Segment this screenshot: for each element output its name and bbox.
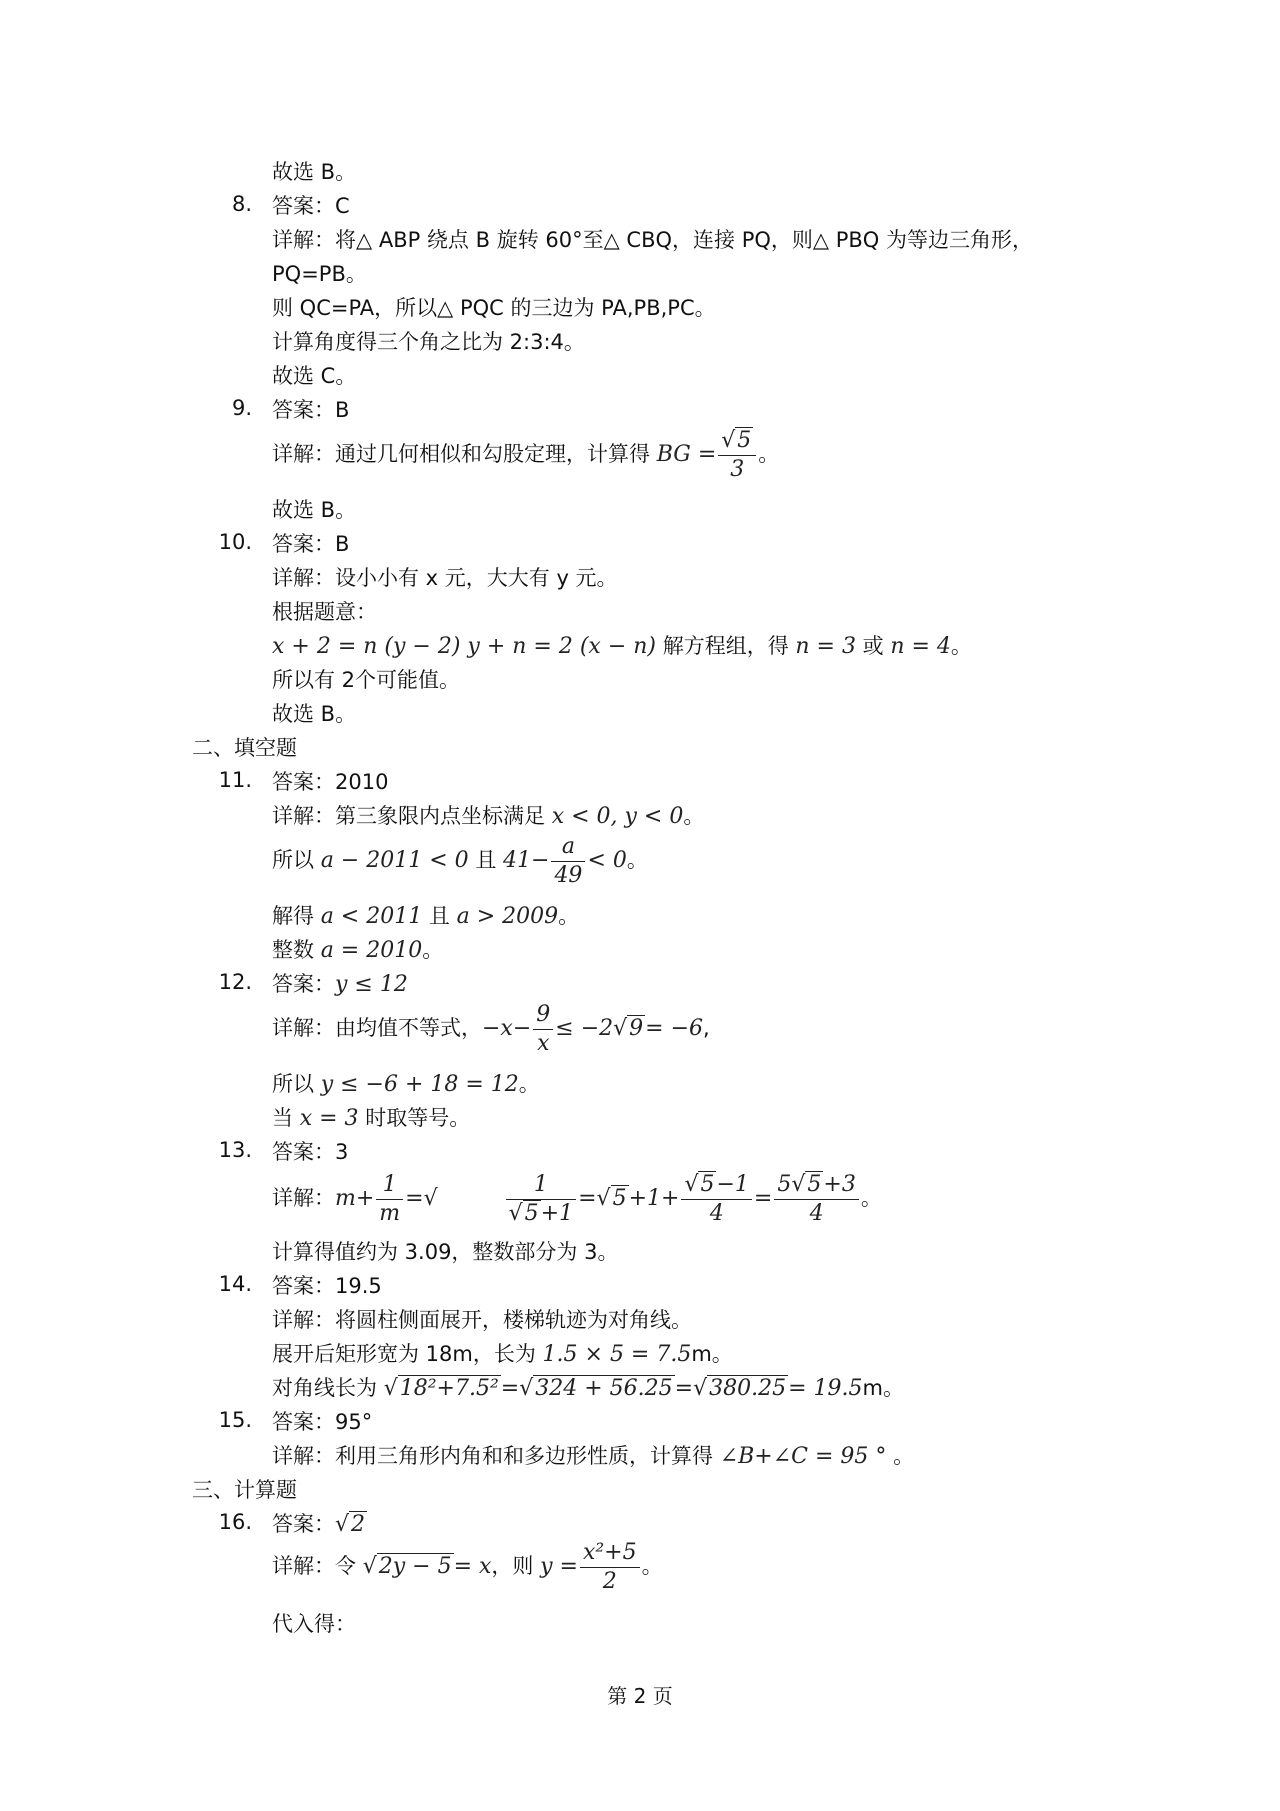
numerator: 1 bbox=[382, 1171, 397, 1197]
text-line: 根据题意： bbox=[272, 600, 377, 624]
math: a = 2010 bbox=[320, 938, 423, 963]
numerator: 1 bbox=[533, 1171, 548, 1197]
math: BG = bbox=[656, 442, 717, 467]
answer-line: 答案：19.5 bbox=[272, 1274, 382, 1298]
text-line bbox=[272, 1104, 470, 1133]
text-line: 详解：令 √2y − 5= x，则 y = $\frac{\text{x²+5}}{2}$ 。 bbox=[272, 1539, 663, 1594]
denominator: 4 bbox=[774, 1199, 858, 1225]
text: 。 bbox=[422, 938, 444, 962]
math: < 0 bbox=[587, 848, 627, 873]
numerator: 5√5+3 bbox=[777, 1171, 856, 1197]
math: = −6 bbox=[645, 1016, 704, 1041]
text-line: 详解：m+ $\frac{1}{m}$ =√ $\frac{1}{√5+1}$ =√5+1+ $\frac{√5-1}{4}$ = $\frac{5√5+3}{4}$ 。 bbox=[272, 1171, 882, 1226]
text: 。 bbox=[950, 634, 972, 658]
page-number: 第 2 页 bbox=[607, 1684, 673, 1708]
answer-line: 答案：3 bbox=[272, 1140, 349, 1164]
text-line: PQ=PB。 bbox=[272, 262, 367, 286]
text-line bbox=[272, 936, 443, 965]
text: 时取等号。 bbox=[358, 1106, 471, 1130]
numerator: x²+5 bbox=[582, 1539, 637, 1565]
text-line bbox=[272, 802, 704, 831]
math: 1.5 × 5 = 7.5 bbox=[542, 1342, 692, 1367]
math: = bbox=[753, 1186, 773, 1211]
denominator: 3 bbox=[718, 455, 756, 481]
answer-line: 答案：2010 bbox=[272, 770, 389, 794]
text: 所以 bbox=[272, 848, 321, 872]
math: y ≤ −6 + 18 = 12 bbox=[320, 1072, 519, 1097]
section-heading: 二、填空题 bbox=[192, 736, 297, 760]
math: +1 bbox=[540, 1200, 574, 1226]
text: ，则 bbox=[491, 1554, 541, 1578]
text: 。 bbox=[758, 442, 780, 466]
denominator: m bbox=[376, 1199, 403, 1225]
math: a − 2011 < 0 bbox=[320, 848, 469, 873]
numerator: a bbox=[561, 833, 575, 859]
math: 5 bbox=[777, 1171, 792, 1197]
item-number: 11. bbox=[218, 768, 252, 792]
text-line: 代入得： bbox=[272, 1612, 356, 1636]
fraction bbox=[506, 1171, 576, 1226]
item-number: 14. bbox=[218, 1272, 252, 1296]
answer-line: 答案：C bbox=[272, 194, 350, 218]
text-line: 详解：由均值不等式，−x− $\frac{9}{x}$ ≤ −2√9= −6, bbox=[272, 1001, 710, 1056]
text: 。 bbox=[626, 848, 648, 872]
denominator: x bbox=[533, 1029, 553, 1055]
fraction: $\frac{√5}{3}$ bbox=[718, 430, 756, 481]
math: a > 2009 bbox=[456, 904, 559, 929]
math: = bbox=[674, 1376, 694, 1401]
fraction bbox=[551, 833, 585, 888]
math: +3 bbox=[823, 1171, 856, 1197]
radicand: 2 bbox=[351, 1512, 366, 1537]
radicand: 2y − 5 bbox=[378, 1554, 452, 1579]
fraction bbox=[376, 1171, 403, 1226]
math: ∠B+∠C = 95 ° bbox=[719, 1444, 887, 1469]
math: +1+ bbox=[628, 1186, 680, 1211]
text: m。 bbox=[862, 1376, 904, 1400]
radicand: 5 bbox=[807, 1171, 822, 1197]
radicand: 324 + 56.25 bbox=[535, 1376, 673, 1401]
text: 解得 bbox=[272, 904, 321, 928]
text: 详解： bbox=[272, 1186, 335, 1210]
radicand: 5 bbox=[700, 1171, 715, 1197]
text: 解方程组，得 bbox=[656, 634, 796, 658]
item-number: 8. bbox=[231, 192, 252, 216]
text: 整数 bbox=[272, 938, 321, 962]
radicand: 9 bbox=[629, 1016, 644, 1041]
text-line bbox=[272, 902, 579, 931]
math: y = bbox=[540, 1554, 578, 1579]
text-line: 故选 B。 bbox=[272, 702, 357, 726]
text-line bbox=[272, 834, 648, 887]
math: = 19.5 bbox=[788, 1376, 863, 1401]
denominator: 4 bbox=[681, 1199, 751, 1225]
text-line: 对角线长为 √18²+7.5²=√324 + 56.25=√380.25= 19.5m。 bbox=[272, 1376, 904, 1401]
section-heading: 三、计算题 bbox=[192, 1478, 297, 1502]
math: 41− bbox=[503, 848, 550, 873]
item-number: 12. bbox=[218, 970, 252, 994]
math: x = 3 bbox=[299, 1106, 359, 1131]
math: x + 2 = n (y − 2) y + n = 2 (x − n) bbox=[272, 634, 657, 659]
text: 或 bbox=[855, 634, 891, 658]
item-number: 10. bbox=[218, 530, 252, 554]
text-line bbox=[272, 428, 779, 481]
text: 。 bbox=[558, 904, 580, 928]
text: 且 bbox=[468, 848, 503, 872]
math: = bbox=[578, 1186, 597, 1211]
text: 对角线长为 bbox=[272, 1376, 384, 1400]
text: 。 bbox=[886, 1444, 915, 1468]
text: 答案： bbox=[272, 972, 335, 996]
text-line bbox=[272, 632, 972, 661]
text-line: 计算角度得三个角之比为 2:3:4。 bbox=[272, 330, 585, 354]
text: 详解：利用三角形内角和和多边形性质，计算得 bbox=[272, 1444, 720, 1468]
math: a < 2011 bbox=[320, 904, 423, 929]
text: 。 bbox=[641, 1554, 663, 1578]
fraction bbox=[774, 1171, 858, 1226]
text: m。 bbox=[691, 1342, 733, 1366]
answer-line bbox=[272, 970, 408, 999]
text: 详解：令 bbox=[272, 1554, 363, 1578]
math: ≤ −2 bbox=[555, 1016, 614, 1041]
text: , bbox=[703, 1016, 710, 1040]
text: 所以 bbox=[272, 1072, 321, 1096]
math: −x− bbox=[482, 1016, 532, 1041]
text-line: 故选 B。 bbox=[272, 160, 357, 184]
numerator: 9 bbox=[536, 1001, 551, 1027]
text-line: 详解：设小小有 x 元，大大有 y 元。 bbox=[272, 566, 618, 590]
text-line bbox=[272, 1070, 540, 1099]
radicand: 5 bbox=[612, 1186, 627, 1211]
text: 详解：第三象限内点坐标满足 bbox=[272, 804, 552, 828]
text-line: 故选 C。 bbox=[272, 364, 357, 388]
fraction bbox=[681, 1171, 751, 1226]
math: y ≤ 12 bbox=[335, 972, 408, 997]
text: 答案： bbox=[272, 1512, 335, 1536]
answer-line: 答案：√2 bbox=[272, 1512, 366, 1537]
radicand: 5 bbox=[524, 1200, 539, 1226]
math: = x bbox=[453, 1554, 492, 1579]
radicand: 5 bbox=[737, 427, 752, 453]
math: m+ bbox=[335, 1186, 375, 1211]
text-line: 详解：将圆柱侧面展开，楼梯轨迹为对角线。 bbox=[272, 1308, 692, 1332]
text: 展开后矩形宽为 18m，长为 bbox=[272, 1342, 543, 1366]
math: n = 4 bbox=[890, 634, 951, 659]
text: 详解：由均值不等式， bbox=[272, 1016, 482, 1040]
denominator: 2 bbox=[580, 1567, 640, 1593]
answer-line: 答案：95° bbox=[272, 1410, 373, 1434]
text-line bbox=[272, 1340, 733, 1369]
text-line bbox=[272, 1442, 914, 1471]
text-line: 计算得值约为 3.09，整数部分为 3。 bbox=[272, 1240, 619, 1264]
item-number: 13. bbox=[218, 1138, 252, 1162]
item-number: 15. bbox=[218, 1408, 252, 1432]
answer-line: 答案：B bbox=[272, 532, 350, 556]
text: 且 bbox=[422, 904, 457, 928]
answer-line: 答案：B bbox=[272, 398, 350, 422]
text: 详解：通过几何相似和勾股定理，计算得 bbox=[272, 442, 657, 466]
item-number: 16. bbox=[218, 1510, 252, 1534]
numerator: √5−1 bbox=[684, 1171, 749, 1197]
text: 当 bbox=[272, 1106, 300, 1130]
radicand: 380.25 bbox=[709, 1376, 787, 1401]
denominator: √5+1 bbox=[506, 1199, 576, 1225]
item-number: 9. bbox=[231, 396, 252, 420]
text-line: 所以有 2个可能值。 bbox=[272, 668, 461, 692]
text-line: 则 QC=PA，所以△ PQC 的三边为 PA,PB,PC。 bbox=[272, 296, 716, 320]
fraction bbox=[533, 1001, 553, 1056]
text: 。 bbox=[683, 804, 705, 828]
math: n = 3 bbox=[795, 634, 856, 659]
text-line: 详解：将△ ABP 绕点 B 旋转 60°至△ CBQ，连接 PQ，则△ PBQ 为等边三角形， bbox=[272, 228, 1033, 252]
math: = bbox=[405, 1186, 424, 1211]
math: x < 0, y < 0 bbox=[551, 804, 684, 829]
fraction bbox=[580, 1539, 640, 1594]
math: −1 bbox=[716, 1171, 749, 1197]
radicand: 18²+7.5² bbox=[399, 1376, 499, 1401]
text-line: 故选 B。 bbox=[272, 498, 357, 522]
math: = bbox=[500, 1376, 520, 1401]
text: 。 bbox=[860, 1186, 882, 1210]
denominator: 49 bbox=[551, 861, 585, 887]
text: 。 bbox=[518, 1072, 540, 1096]
